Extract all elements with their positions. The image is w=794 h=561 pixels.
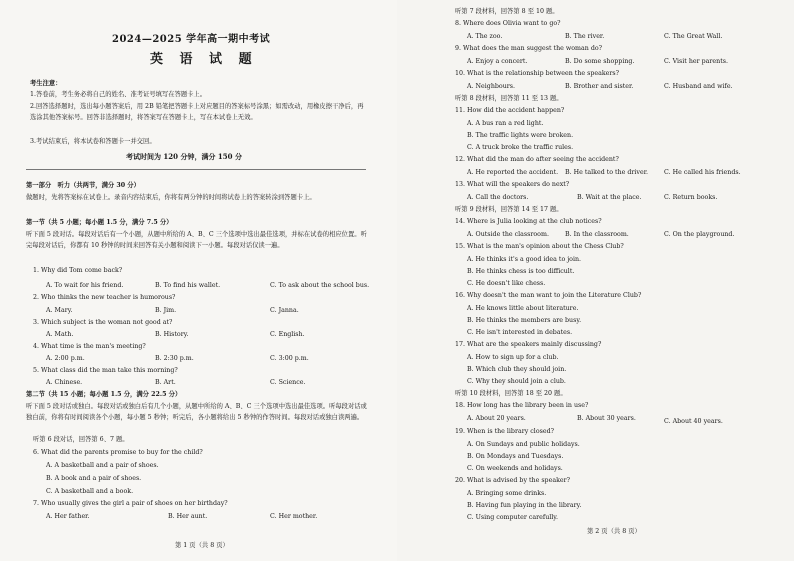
question-9: 9. What does the man suggest the woman do?: [455, 45, 603, 52]
note-2: 2.回答选择题时，选出每小题答案后，用 2B 铅笔把答题卡上对应题目的答案标号涂黑；如需改动，用橡皮擦干净后，再选涂其他答案标号。回答非选择题时，将答案写在答题卡上，写在本试卷上无效。: [30, 103, 364, 121]
q13-option-b: B. Wait at the place.: [577, 194, 642, 201]
q19-option-a: A. On Sundays and public holidays.: [467, 441, 580, 448]
q4-option-c: C. 3:00 p.m.: [270, 355, 309, 362]
question-20: 20. What is advised by the speaker?: [455, 477, 570, 484]
material-10: 听第 10 段材料，回答第 18 至 20 题。: [455, 390, 567, 397]
q12-option-c: C. He called his friends.: [664, 169, 741, 176]
question-12: 12. What did the man do after seeing the accident?: [455, 156, 619, 163]
q4-option-a: A. 2:00 p.m.: [46, 355, 85, 362]
q17-option-a: A. How to sign up for a club.: [467, 354, 559, 361]
question-16: 16. Why doesn't the man want to join the Literature Club?: [455, 292, 642, 299]
q5-option-b: B. Art.: [155, 379, 176, 386]
q6-option-a: A. A basketball and a pair of shoes.: [46, 462, 159, 469]
q7-option-c: C. Her mother.: [270, 513, 318, 520]
question-14: 14. Where is Julia looking at the club notices?: [455, 218, 602, 225]
q5-option-a: A. Chinese.: [46, 379, 83, 386]
note-3: 3.考试结束后，将本试卷和答题卡一并交回。: [30, 138, 156, 145]
q10-option-a: A. Neighbours.: [467, 83, 516, 90]
q14-option-c: C. On the playground.: [664, 231, 735, 238]
part1-intro: 做题时，先将答案标在试卷上。录音内容结束后，你将有两分钟的时间将试卷上的答案转涂到答题卡上。: [26, 194, 316, 201]
material-7: 听第 7 段材料，回答第 8 至 10 题。: [455, 8, 559, 15]
q5-option-c: C. Science.: [270, 379, 306, 386]
q10-option-b: B. Brother and sister.: [565, 83, 634, 90]
q9-option-b: B. Do some shopping.: [565, 58, 635, 65]
question-4: 4. What time is the man's meeting?: [33, 343, 146, 350]
q8-option-a: A. The zoo.: [467, 33, 503, 40]
q14-option-a: A. Outside the classroom.: [467, 231, 549, 238]
q17-option-b: B. Which club they should join.: [467, 366, 567, 373]
q12-option-a: A. He reported the accident.: [467, 169, 559, 176]
q8-option-c: C. The Great Wall.: [664, 33, 723, 40]
exam-page-2: [397, 0, 794, 561]
q9-option-a: A. Enjoy a concert.: [467, 58, 528, 65]
part1-heading: 第一部分 听力（共两节，满分 30 分）: [26, 182, 140, 189]
q3-option-a: A. Math.: [46, 331, 74, 338]
question-3: 3. Which subject is the woman not good at?: [33, 319, 173, 326]
time-and-score: 考试时间为 120 分钟，满分 150 分: [126, 152, 242, 161]
question-17: 17. What are the speakers mainly discussing?: [455, 341, 602, 348]
divider: [26, 169, 366, 170]
q2-option-c: C. Janna.: [270, 307, 299, 314]
q20-option-a: A. Bringing some drinks.: [467, 490, 547, 497]
question-10: 10. What is the relationship between the speakers?: [455, 70, 620, 77]
exam-header-title: 2024—2025 学年高一期中考试: [112, 34, 271, 45]
q7-option-b: B. Her aunt.: [168, 513, 208, 520]
question-11: 11. How did the accident happen?: [455, 107, 565, 114]
question-1: 1. Why did Tom come back?: [33, 267, 123, 274]
q6-option-c: C. A basketball and a book.: [46, 488, 134, 495]
q13-option-a: A. Call the doctors.: [467, 194, 529, 201]
q3-option-b: B. History.: [155, 331, 189, 338]
section1-heading: 第一节（共 5 小题；每小题 1.5 分，满分 7.5 分）: [26, 219, 173, 226]
q15-option-c: C. He doesn't like chess.: [467, 280, 546, 287]
subject-title: 英 语 试 题: [150, 52, 258, 67]
q1-option-b: B. To find his wallet.: [155, 282, 221, 289]
q11-option-c: C. A truck broke the traffic rules.: [467, 144, 574, 151]
notes-heading: 考生注意：: [30, 80, 62, 87]
question-15: 15. What is the man's opinion about the Chess Club?: [455, 243, 624, 250]
section2-intro: 听下面 5 段对话或独白。每段对话或独白后有几个小题，从题中所给的 A、B、C 三个选项中选出最佳选项。听每段对话或独白前，你将有时间阅读各个小题，每小题 5 秒钟；听完后，各小题将给出 5 秒钟的作答时间。每段对话或独白读两遍。: [26, 403, 367, 421]
q11-option-a: A. A bus ran a red light.: [467, 120, 544, 127]
question-2: 2. Who thinks the new teacher is humorous?: [33, 294, 176, 301]
question-7: 7. Who usually gives the girl a pair of shoes on her birthday?: [33, 500, 228, 507]
q18-option-a: A. About 20 years.: [467, 415, 526, 422]
q20-option-c: C. Using computer carefully.: [467, 514, 559, 521]
question-8: 8. Where does Olivia want to go?: [455, 20, 561, 27]
q4-option-b: B. 2:30 p.m.: [155, 355, 194, 362]
note-1: 1.答卷前，考生务必将自己的姓名、准考证号填写在答题卡上。: [30, 91, 207, 98]
question-6: 6. What did the parents promise to buy for the child?: [33, 449, 203, 456]
question-19: 19. When is the library closed?: [455, 428, 554, 435]
q13-option-c: C. Return books.: [664, 194, 718, 201]
material-9: 听第 9 段材料，回答第 14 至 17 题。: [455, 206, 563, 213]
q12-option-b: B. He talked to the driver.: [565, 169, 649, 176]
q7-option-a: A. Her father.: [46, 513, 90, 520]
q3-option-c: C. English.: [270, 331, 305, 338]
q1-option-c: C. To ask about the school bus.: [270, 282, 370, 289]
q2-option-b: B. Jim.: [155, 307, 177, 314]
question-13: 13. What will the speakers do next?: [455, 181, 570, 188]
q16-option-c: C. He isn't interested in debates.: [467, 329, 573, 336]
q19-option-b: B. On Mondays and Tuesdays.: [467, 453, 564, 460]
section1-intro: 听下面 5 段对话。每段对话后有一个小题，从题中所给的 A、B、C 三个选项中选出最佳选项，并标在试卷的相应位置。听完每段对话后，你都有 10 秒钟的时间来回答有关小题和阅读下一小题。每段对话仅读一遍。: [26, 231, 367, 249]
page-footer: 第 2 页（共 8 页）: [587, 528, 641, 535]
q1-option-a: A. To wait for his friend.: [46, 282, 124, 289]
question-5: 5. What class did the man take this morning?: [33, 367, 178, 374]
q6-option-b: B. A book and a pair of shoes.: [46, 475, 142, 482]
question-18: 18. How long has the library been in use?: [455, 402, 589, 409]
q18-option-b: B. About 30 years.: [577, 415, 636, 422]
q2-option-a: A. Mary.: [46, 307, 73, 314]
q14-option-b: B. In the classroom.: [565, 231, 629, 238]
q18-option-c: C. About 40 years.: [664, 418, 723, 425]
q15-option-b: B. He thinks chess is too difficult.: [467, 268, 575, 275]
material-8: 听第 8 段材料，回答第 11 至 13 题。: [455, 95, 563, 102]
q10-option-c: C. Husband and wife.: [664, 83, 733, 90]
q11-option-b: B. The traffic lights were broken.: [467, 132, 574, 139]
q17-option-c: C. Why they should join a club.: [467, 378, 566, 385]
section2-heading: 第二节（共 15 小题；每小题 1.5 分，满分 22.5 分）: [26, 391, 182, 398]
q15-option-a: A. He thinks it's a good idea to join.: [467, 256, 582, 263]
q16-option-b: B. He thinks the members are busy.: [467, 317, 582, 324]
q16-option-a: A. He knows little about literature.: [467, 305, 579, 312]
q19-option-c: C. On weekends and holidays.: [467, 465, 563, 472]
q8-option-b: B. The river.: [565, 33, 605, 40]
page-footer: 第 1 页（共 8 页）: [175, 542, 229, 549]
material-6: 听第 6 段对话，回答第 6、7 题。: [33, 436, 129, 443]
q9-option-c: C. Visit her parents.: [664, 58, 728, 65]
q20-option-b: B. Having fun playing in the library.: [467, 502, 582, 509]
